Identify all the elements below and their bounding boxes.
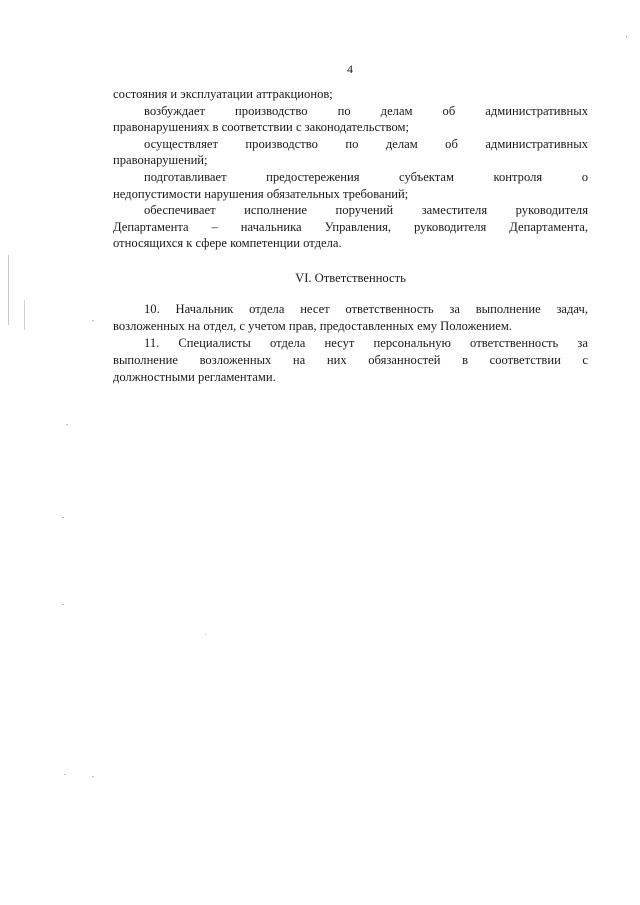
page-number: 4 [347, 62, 353, 76]
list-item-executes-orders [113, 202, 588, 252]
text-line: возложенных на отдел, с учетом прав, предоставленных ему Положением. [113, 319, 512, 333]
scan-artifact [64, 774, 66, 775]
text-line: 11. Специалисты отдела несут персональную ответственность за [144, 336, 588, 350]
scan-artifact [24, 300, 25, 330]
text-line: правонарушениях в соответствии с законодательством; [113, 120, 409, 135]
scan-artifact [62, 517, 64, 518]
text-line: Департамента – начальника Управления, руководителя Департамента, [113, 219, 588, 234]
list-item-initiates-proceedings [113, 103, 588, 136]
text-line: состояния и эксплуатации аттракционов; [113, 87, 333, 101]
scan-artifact [205, 634, 206, 635]
scan-artifact [626, 36, 627, 38]
list-item-conducts-proceedings [113, 136, 588, 169]
responsibilities-list [113, 86, 588, 252]
text-line: возбуждает производство по делам об административных [144, 103, 588, 118]
section-heading: VI. Ответственность [295, 271, 406, 285]
text-line: должностными регламентами. [113, 370, 276, 384]
scan-artifact [8, 255, 9, 325]
text-line: недопустимости нарушения обязательных требований; [113, 186, 409, 201]
text-line: относящихся к сфере компетенции отдела. [113, 236, 342, 251]
text-line: подготавливает предостережения субъектам контроля о [144, 169, 588, 184]
text-line: 10. Начальник отдела несет ответственность за выполнение задач, [144, 302, 588, 316]
scan-artifact [92, 320, 94, 321]
text-line: правонарушений; [113, 153, 208, 168]
scan-artifact [66, 424, 68, 425]
text-line: осуществляет производство по делам об административных [144, 136, 588, 151]
scan-artifact [62, 604, 64, 605]
text-line: обеспечивает исполнение поручений заместителя руководителя [144, 203, 588, 218]
text-line: выполнение возложенных на них обязанностей в соответствии с [113, 353, 588, 367]
list-item-continuation [113, 86, 588, 103]
paragraph-10 [113, 301, 588, 335]
paragraph-11 [113, 335, 588, 386]
list-item-prepares-warnings [113, 169, 588, 202]
section-body [113, 301, 588, 386]
scan-artifact [92, 776, 94, 777]
